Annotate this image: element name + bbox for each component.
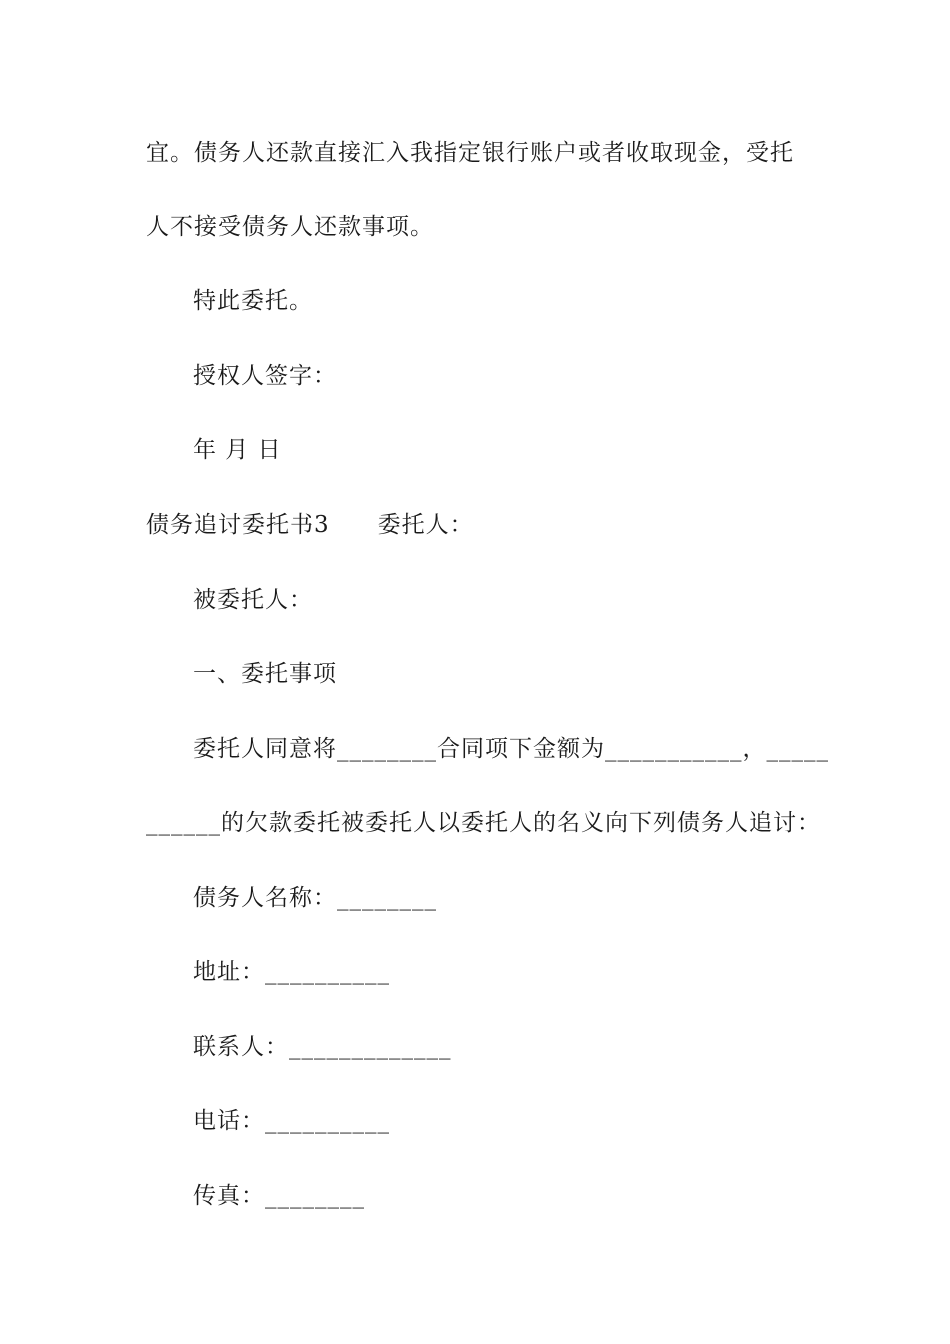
- phone-field: 电话：__________: [193, 1108, 390, 1134]
- fax-field: 传真：________: [193, 1183, 365, 1209]
- document-title: 债务追讨委托书3: [146, 512, 330, 538]
- paragraph-line: 人不接受债务人还款事项。: [146, 214, 434, 240]
- paragraph-line: ______的欠款委托被委托人以委托人的名义向下列债务人追讨：: [146, 810, 821, 836]
- date-line: 年 月 日: [193, 437, 282, 463]
- agent-label: 被委托人：: [193, 587, 313, 613]
- debtor-name-field: 债务人名称：________: [193, 885, 437, 911]
- paragraph-line: 委托人同意将________合同项下金额为___________，_____: [193, 736, 829, 762]
- address-field: 地址：__________: [193, 959, 390, 985]
- principal-label: 委托人：: [377, 512, 474, 538]
- paragraph-line: 特此委托。: [193, 288, 313, 314]
- contact-field: 联系人：_____________: [193, 1034, 452, 1060]
- signature-label: 授权人签字：: [193, 363, 337, 389]
- section-heading: 一、委托事项: [193, 661, 337, 687]
- paragraph-line: 宜。债务人还款直接汇入我指定银行账户或者收取现金，受托: [146, 140, 794, 166]
- section-heading-line: [146, 510, 826, 540]
